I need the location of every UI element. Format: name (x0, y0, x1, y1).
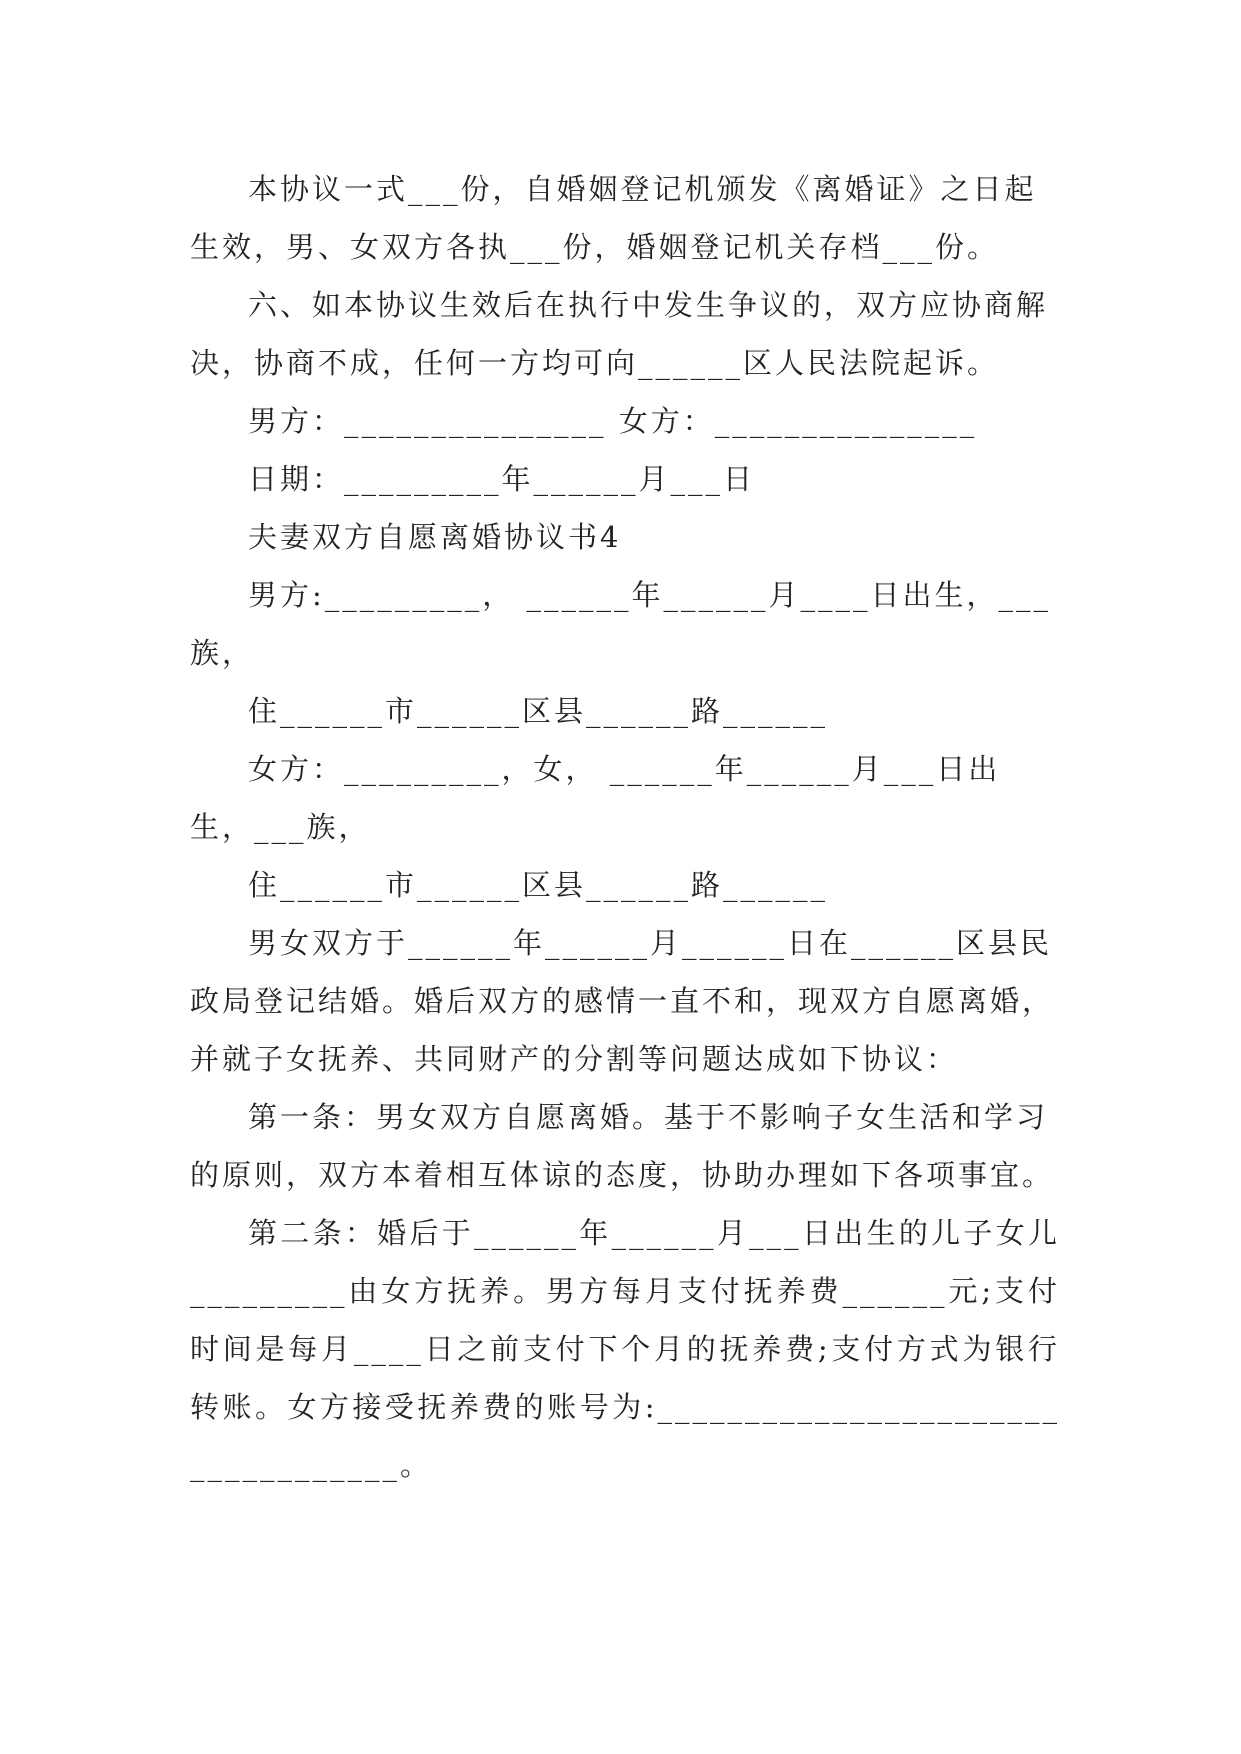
paragraph-date: 日期：_________年______月___日 (248, 462, 756, 496)
document-body (190, 160, 1060, 1494)
paragraph-male-address: 住______市______区县______路______ (248, 694, 829, 728)
paragraph-article-two: 第二条：婚后于______年______月___日出生的儿子女儿_________由女方抚养。男方每月支付抚养费______元;支付时间是每月____日之前支付下个月的抚养费;支付方式为银行转账。女方接受抚养费的账号为:___________________________________。 (190, 1216, 1060, 1482)
paragraph-female-party: 女方：_________，女， ______年______月___日出生，___族， (190, 752, 1001, 844)
paragraph-male-party: 男方:_________， ______年______月____日出生，___族， (190, 578, 1051, 670)
paragraph-copies: 本协议一式___份，自婚姻登记机颁发《离婚证》之日起生效，男、女双方各执___份，婚姻登记机关存档___份。 (190, 172, 1037, 264)
paragraph-signatures: 男方：_______________ 女方：_______________ (248, 404, 978, 438)
paragraph-article-one: 第一条：男女双方自愿离婚。基于不影响子女生活和学习的原则，双方本着相互体谅的态度，协助办理如下各项事宜。 (190, 1100, 1055, 1192)
paragraph-female-address: 住______市______区县______路______ (248, 868, 829, 902)
section-title: 夫妻双方自愿离婚协议书4 (248, 520, 622, 554)
paragraph-dispute: 六、如本协议生效后在执行中发生争议的，双方应协商解决，协商不成，任何一方均可向______区人民法院起诉。 (190, 288, 1049, 380)
paragraph-marriage-registration: 男女双方于______年______月______日在______区县民政局登记结婚。婚后双方的感情一直不和，现双方自愿离婚，并就子女抚养、共同财产的分割等问题达成如下协议： (190, 926, 1055, 1076)
